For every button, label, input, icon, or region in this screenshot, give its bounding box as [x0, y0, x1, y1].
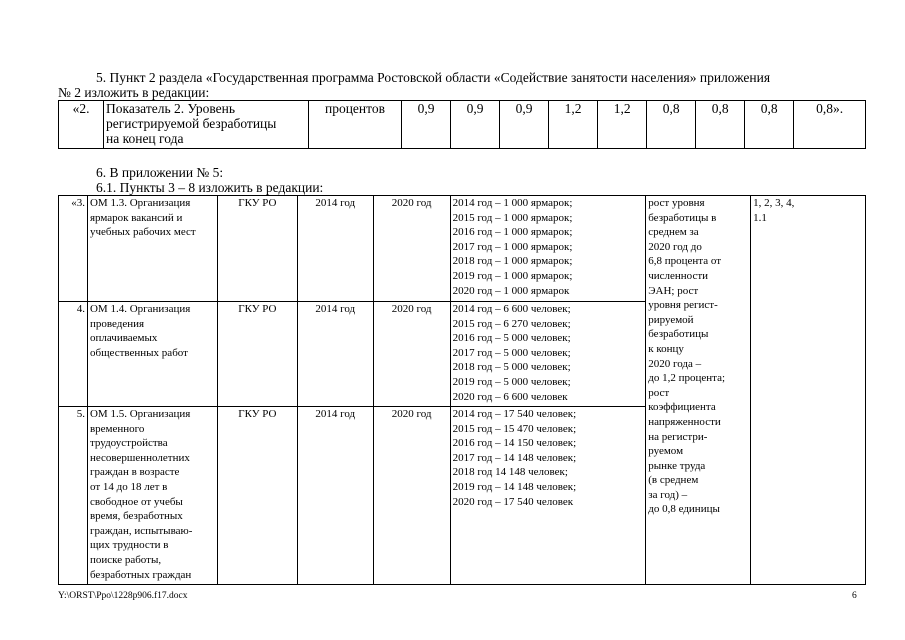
section6-line-2: 6.1. Пункты 3 – 8 изложить в редакции: [96, 180, 324, 195]
result-line: 2014 год – 1 000 ярмарок; [452, 197, 573, 209]
measure-name-line: свободное от учебы [89, 495, 183, 508]
result-line: 2015 год – 15 470 человек; [452, 422, 577, 435]
indicator-value: 1,2 [598, 101, 647, 149]
result-line: 2020 год – 6 600 человек [452, 390, 568, 403]
impact-line: численности [648, 269, 709, 282]
indicator-value: 0,9 [451, 101, 500, 149]
measure-name-line: щих трудности в [89, 539, 169, 552]
measure-name [87, 407, 217, 585]
indicator-name-line: на конец года [106, 131, 184, 146]
measures-table [58, 195, 866, 585]
measure-name-line: учебных рабочих мест [89, 226, 196, 239]
impact-line: (в среднем [648, 474, 699, 487]
impact-line: безработицы в [648, 211, 717, 224]
measure-name-line: общественных работ [89, 346, 188, 359]
executor: ГКУ РО [217, 302, 297, 407]
result-line: 2018 год 14 148 человек; [452, 466, 568, 479]
result-line: 2015 год – 6 270 человек; [452, 317, 571, 330]
indicator-name-line: регистрируемой безработицы [106, 116, 277, 131]
indicator-value: 0,8 [696, 101, 745, 149]
footer-file-path: Y:\ORST\Ppo\1228p906.f17.docx [58, 591, 188, 601]
measure-name-line: ярмарок вакансий и [89, 211, 183, 224]
indicator-name-line: Показатель 2. Уровень [106, 101, 236, 116]
impact-line: рируемой [648, 313, 694, 326]
measure-name-line: ОМ 1.5. Организация [89, 408, 191, 420]
linked-indicators [751, 196, 866, 585]
measure-name [87, 302, 217, 407]
end-year: 2020 год [373, 196, 450, 302]
measure-name-line: ОМ 1.4. Организация [89, 303, 191, 315]
measure-name-line: несовершеннолетних [89, 451, 190, 464]
impact-line: ЭАН; рост [648, 284, 699, 297]
indicator-value: 0,8 [647, 101, 696, 149]
impact-line: коэффициента [648, 401, 716, 414]
result-line: 2019 год – 1 000 ярмарок; [452, 269, 573, 282]
start-year: 2014 год [297, 407, 373, 585]
measure-name-line: трудоустройства [89, 437, 168, 450]
result-line: 2016 год – 1 000 ярмарок; [452, 226, 573, 239]
expected-results [450, 196, 646, 302]
expected-results [450, 302, 646, 407]
indicator-value: 0,8 [745, 101, 794, 149]
result-line: 2018 год – 1 000 ярмарок; [452, 255, 573, 268]
executor: ГКУ РО [217, 196, 297, 302]
measure-name-line: поиске работы, [89, 553, 162, 566]
link-line: 1.1 [753, 211, 767, 224]
impact-line: до 0,8 единицы [648, 503, 720, 516]
indicator-value: 0,9 [402, 101, 451, 149]
impact-line: к концу [648, 342, 684, 355]
row-number: 5. [59, 407, 88, 585]
impact-line: рост [648, 386, 670, 399]
result-line: 2018 год – 5 000 человек; [452, 361, 571, 374]
indicator-table [58, 100, 866, 149]
indicator-number: «2. [59, 101, 104, 149]
result-line: 2016 год – 14 150 человек; [452, 437, 577, 450]
result-line: 2015 год – 1 000 ярмарок; [452, 211, 573, 224]
indicator-name [104, 101, 309, 149]
impact-line: 2020 год до [648, 240, 702, 253]
indicator-value: 0,9 [500, 101, 549, 149]
impact-line: напряженности [648, 415, 721, 428]
result-line: 2020 год – 1 000 ярмарок [452, 284, 570, 297]
measure-name-line: ОМ 1.3. Организация [89, 197, 191, 209]
measure-name-line: граждан в возрасте [89, 466, 180, 479]
row-number: «3. [59, 196, 88, 302]
impact-line: среднем за [648, 226, 699, 239]
impact-line: на регистри- [648, 430, 708, 443]
impact-line: безработицы [648, 328, 709, 341]
measure-name-line: время, безработных [89, 510, 183, 523]
measure-name-line: временного [89, 422, 145, 435]
measure-name-line: безработных граждан [89, 568, 192, 581]
intro-line-1: 5. Пункт 2 раздела «Государственная программа Ростовской области «Содействие занятости населения» приложения [96, 70, 771, 85]
result-line: 2019 год – 5 000 человек; [452, 375, 571, 388]
impact-line: 6,8 процента от [648, 255, 722, 268]
start-year: 2014 год [297, 196, 373, 302]
end-year: 2020 год [373, 302, 450, 407]
impact-on-indicators [646, 196, 751, 585]
result-line: 2017 год – 5 000 человек; [452, 346, 571, 359]
measure-name-line: от 14 до 18 лет в [89, 480, 168, 493]
impact-line: рынке труда [648, 459, 706, 472]
link-line: 1, 2, 3, 4, [753, 197, 795, 209]
measure-name [87, 196, 217, 302]
indicator-value: 1,2 [549, 101, 598, 149]
start-year: 2014 год [297, 302, 373, 407]
impact-line: уровня регист- [648, 299, 718, 312]
expected-results [450, 407, 646, 585]
end-year: 2020 год [373, 407, 450, 585]
row-number: 4. [59, 302, 88, 407]
result-line: 2017 год – 14 148 человек; [452, 451, 577, 464]
indicator-value: 0,8». [794, 101, 866, 149]
result-line: 2017 год – 1 000 ярмарок; [452, 240, 573, 253]
impact-line: за год) – [648, 488, 688, 501]
section6-line-1: 6. В приложении № 5: [96, 165, 224, 180]
result-line: 2014 год – 17 540 человек; [452, 408, 577, 420]
intro-line-2: № 2 изложить в редакции: [58, 85, 210, 100]
result-line: 2019 год – 14 148 человек; [452, 480, 577, 493]
impact-line: руемом [648, 445, 684, 458]
page-number: 6 [852, 591, 857, 601]
result-line: 2020 год – 17 540 человек [452, 495, 574, 508]
impact-line: рост уровня [648, 197, 705, 209]
measure-name-line: оплачиваемых [89, 332, 158, 345]
indicator-unit: процентов [309, 101, 402, 149]
impact-line: 2020 года – [648, 357, 702, 370]
executor: ГКУ РО [217, 407, 297, 585]
impact-line: до 1,2 процента; [648, 372, 726, 385]
measure-name-line: граждан, испытываю- [89, 524, 193, 537]
result-line: 2014 год – 6 600 человек; [452, 303, 571, 315]
measure-name-line: проведения [89, 317, 145, 330]
table-row [59, 196, 866, 302]
result-line: 2016 год – 5 000 человек; [452, 332, 571, 345]
